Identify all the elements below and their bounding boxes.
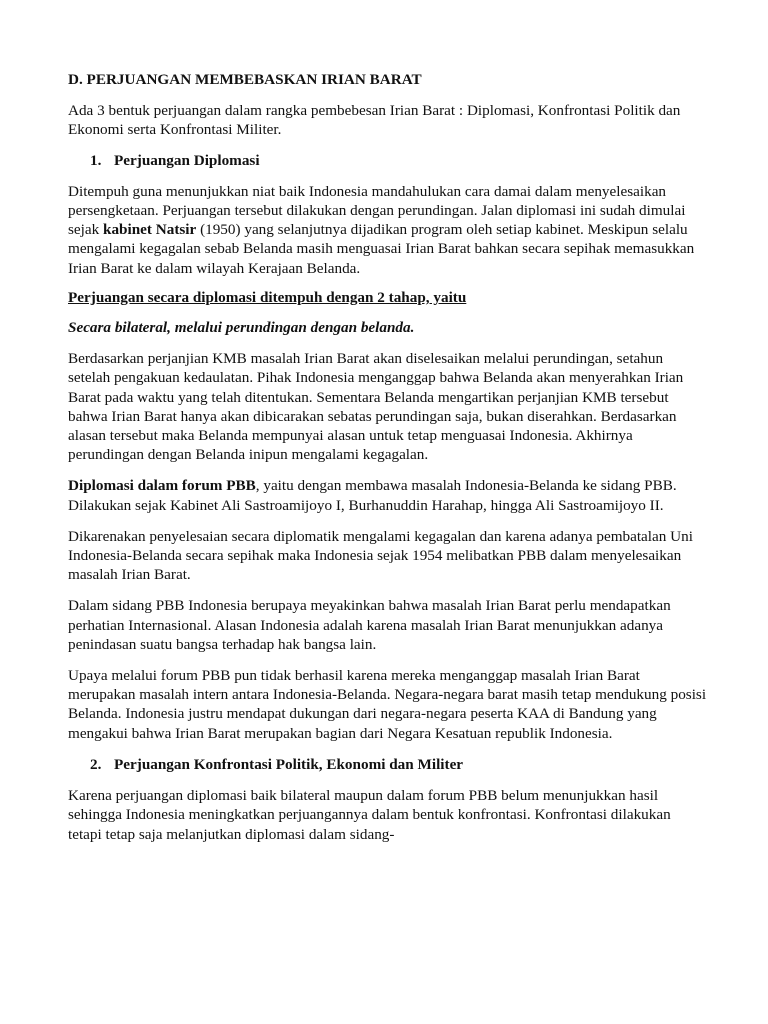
bold-term: Diplomasi dalam forum PBB [68,477,256,495]
section-title: Perjuangan Diplomasi [114,151,260,169]
section-number: 1. [90,151,102,169]
paragraph-text: Ditempuh guna menunjukkan niat baik Indonesia mandahulukan cara damai dalam menyelesaikan persengketaan. Perjuangan tersebut dilakukan dengan perundingan. Jalan diplomasi ini sudah dimulai sejak [68,182,686,239]
paragraph-upaya: Upaya melalui forum PBB pun tidak berhasil karena mereka menganggap masalah Irian Barat merupakan masalah intern antara Indonesia-Belanda. Negara-negara barat masih tetap mendukung posisi Belanda. Indonesia justru mendapat dukungan dari negara-negara peserta KAA di Bandung yang mengakui bahwa Irian Barat merupakan bagian dari Negara Kesatuan republik Indonesia. [68,667,707,742]
paragraph-text: (1950) yang selanjutnya dijadikan program oleh setiap kabinet. Meskipun selalu mengalami kegagalan sebab Belanda masih menguasai Irian Barat bahkan secara sepihak memasukkan Irian Barat ke dalam wilayah Kerajaan Belanda. [68,221,695,277]
document-title: D. PERJUANGAN MEMBEBASKAN IRIAN BARAT [68,71,422,88]
paragraph-forum-pbb [68,476,708,514]
bold-term: kabinet Natsir [103,221,197,239]
section-heading-diplomasi [68,151,708,170]
intro-paragraph: Ada 3 bentuk perjuangan dalam rangka pembebesan Irian Barat : Diplomasi, Konfrontasi Politik dan Ekonomi serta Konfrontasi Militer. [68,102,681,139]
paragraph-diplomasi [68,182,708,278]
underlined-heading: Perjuangan secara diplomasi ditempuh dengan 2 tahap, yaitu [68,288,467,306]
document-page [68,70,708,844]
section-number: 2. [90,755,102,773]
paragraph-penyelesaian: Dikarenakan penyelesaian secara diplomatik mengalami kegagalan dan karena adanya pembatalan Uni Indonesia-Belanda secara sepihak maka Indonesia sejak 1954 melibatkan PBB dalam menyelesaikan masalah Irian Barat. [68,527,693,584]
italic-heading: Secara bilateral, melalui perundingan dengan belanda. [68,319,415,337]
section-heading-konfrontasi [68,755,708,774]
paragraph-kmb: Berdasarkan perjanjian KMB masalah Irian Barat akan diselesaikan melalui perundingan, setahun setelah pengakuan kedaulatan. Pihak Indonesia menganggap bahwa Belanda akan menyerahkan Irian Barat pada waktu yang telah ditentukan. Sementara Belanda mengartikan perjanjian KMB tersebut bahwa Irian Barat hanya akan dibicarakan sebatas perundingan saja, bukan diserahkan. Berdasarkan alasan tersebut maka Belanda mempunyai alasan untuk tetap menguasai Indonesia. Akhirnya perundingan dengan Belanda inipun mengalami kegagalan. [68,350,684,464]
paragraph-sidang-pbb: Dalam sidang PBB Indonesia berupaya meyakinkan bahwa masalah Irian Barat perlu mendapatkan perhatian Internasional. Alasan Indonesia adalah karena masalah Irian Barat menunjukkan adanya penindasan suatu bangsa terhadap hak bangsa lain. [68,597,671,653]
paragraph-text: , yaitu dengan membawa masalah Indonesia-Belanda ke sidang PBB. Dilakukan sejak Kabinet Ali Sastroamijoyo I, Burhanuddin Harahap, hingga Ali Sastroamijoyo II. [68,477,677,514]
section-title: Perjuangan Konfrontasi Politik, Ekonomi dan Militer [114,755,464,773]
paragraph-konfrontasi: Karena perjuangan diplomasi baik bilateral maupun dalam forum PBB belum menunjukkan hasil sehingga Indonesia meningkatkan perjuangannya dalam bentuk konfrontasi. Konfrontasi dilakukan tetapi tetap saja melanjutkan diplomasi dalam sidang- [68,787,671,843]
